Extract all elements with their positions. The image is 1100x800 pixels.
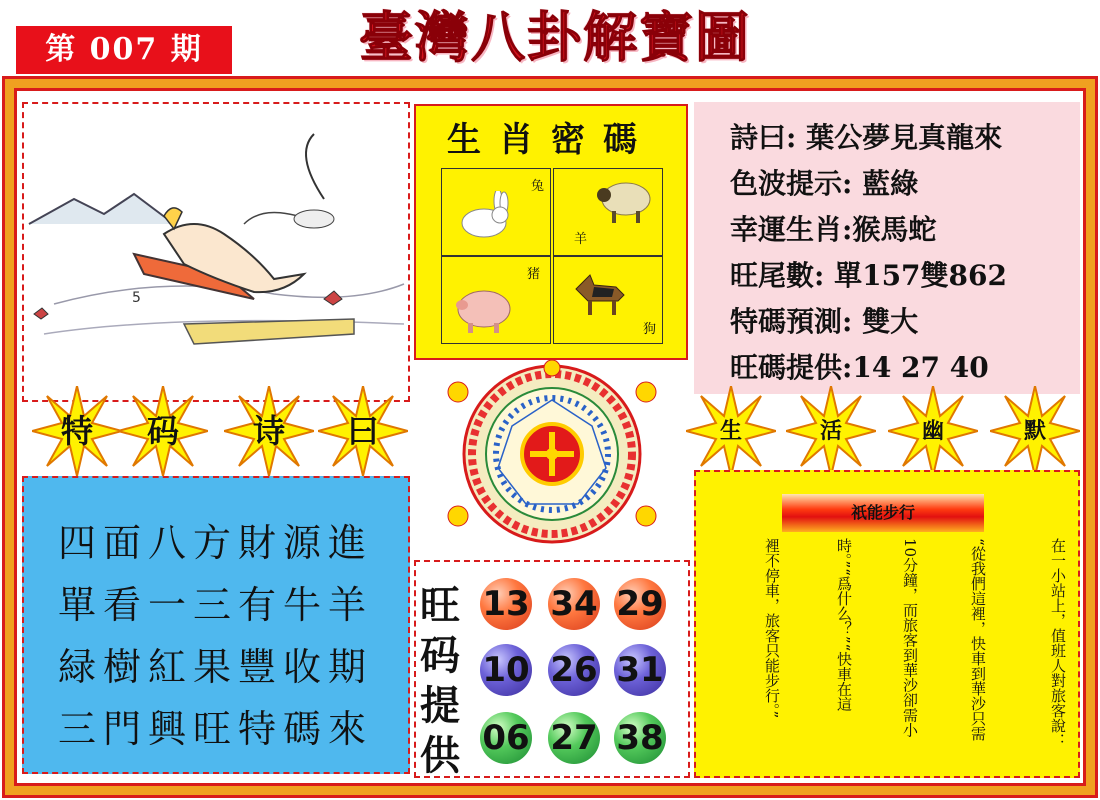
rabbit-icon bbox=[454, 191, 514, 243]
zodiac-title: 生肖密碼 bbox=[447, 120, 655, 160]
star-right-3 bbox=[888, 386, 978, 476]
number-ball: 27 bbox=[548, 712, 600, 764]
bagua-wheel bbox=[446, 360, 658, 548]
number-ball: 38 bbox=[614, 712, 666, 764]
number-ball: 26 bbox=[548, 644, 600, 696]
star-char: 曰 bbox=[346, 412, 379, 450]
story-column: 在一小站上，值班人對旅客說： bbox=[1049, 538, 1067, 748]
story-column: 裡不停車，旅客只能步行。” bbox=[763, 538, 781, 719]
star-char: 活 bbox=[819, 418, 842, 444]
fishing-sketch-icon bbox=[24, 104, 408, 400]
zodiac-cell-rabbit bbox=[441, 168, 551, 256]
number-ball: 31 bbox=[614, 644, 666, 696]
star-char: 码 bbox=[146, 412, 179, 450]
number-ball: 10 bbox=[480, 644, 532, 696]
hot-code-label-char: 供 bbox=[420, 732, 460, 779]
issue-number-badge: 第 007 期 bbox=[16, 26, 232, 74]
story-column: 時。”“爲什么？”“快車在這 bbox=[835, 538, 853, 712]
riddle-illustration bbox=[22, 102, 410, 402]
special-code-poem-panel bbox=[22, 476, 410, 774]
hot-code-label-char: 提 bbox=[420, 682, 460, 729]
number-ball: 29 bbox=[614, 578, 666, 630]
number-ball: 13 bbox=[480, 578, 532, 630]
dog-icon bbox=[568, 265, 632, 321]
poem-line: 緑樹紅果豐收期 bbox=[58, 645, 374, 689]
star-char: 默 bbox=[1023, 418, 1046, 444]
hot-tail-numbers: 旺尾數: 單157雙862 bbox=[730, 259, 1007, 292]
story-title: 祇能步行 bbox=[782, 494, 984, 532]
poem-line: 單看一三有牛羊 bbox=[58, 583, 374, 627]
poem-hint: 詩曰: 葉公夢見真龍來 bbox=[730, 121, 1003, 154]
zodiac-code-panel bbox=[414, 104, 688, 360]
special-code-prediction: 特碼預測: 雙大 bbox=[730, 305, 919, 338]
zodiac-cell-sheep bbox=[553, 168, 663, 256]
info-panel bbox=[694, 102, 1080, 394]
star-left-4 bbox=[318, 386, 408, 476]
hot-code-label-char: 旺 bbox=[420, 582, 460, 629]
color-wave-hint: 色波提示: 藍綠 bbox=[730, 167, 919, 200]
star-right-2 bbox=[786, 386, 876, 476]
star-right-4 bbox=[990, 386, 1080, 476]
star-left-1 bbox=[32, 386, 122, 476]
story-column: “從我們這裡，快車到華沙只需 bbox=[969, 538, 987, 741]
star-char: 诗 bbox=[252, 412, 285, 450]
star-left-2 bbox=[118, 386, 208, 476]
bagua-wheel-icon bbox=[446, 360, 658, 548]
star-char: 特 bbox=[60, 412, 93, 450]
page-title: 臺灣八卦解寶圖 bbox=[359, 5, 751, 69]
zodiac-label: 兔 bbox=[530, 179, 544, 194]
zodiac-label: 羊 bbox=[574, 232, 588, 247]
star-char: 生 bbox=[719, 418, 742, 444]
zodiac-label: 狗 bbox=[642, 322, 656, 337]
pig-icon bbox=[452, 281, 516, 337]
svg-text:5: 5 bbox=[132, 290, 141, 306]
story-column: 10分鐘，而旅客到華沙卻需小 bbox=[901, 538, 919, 738]
lucky-zodiac: 幸運生肖:猴馬蛇 bbox=[730, 213, 937, 246]
zodiac-cell-pig bbox=[441, 256, 551, 344]
star-char: 幽 bbox=[921, 418, 944, 444]
star-left-3 bbox=[224, 386, 314, 476]
poem-line: 三門興旺特碼來 bbox=[58, 707, 374, 751]
zodiac-label: 猪 bbox=[526, 267, 540, 282]
star-right-1 bbox=[686, 386, 776, 476]
number-ball: 34 bbox=[548, 578, 600, 630]
zodiac-cell-dog bbox=[553, 256, 663, 344]
poem-line: 四面八方財源進 bbox=[58, 521, 374, 565]
number-ball: 06 bbox=[480, 712, 532, 764]
hot-code-provided: 旺碼提供:14 27 40 bbox=[730, 351, 989, 384]
hot-code-label-char: 码 bbox=[420, 632, 460, 679]
sheep-icon bbox=[594, 175, 654, 225]
